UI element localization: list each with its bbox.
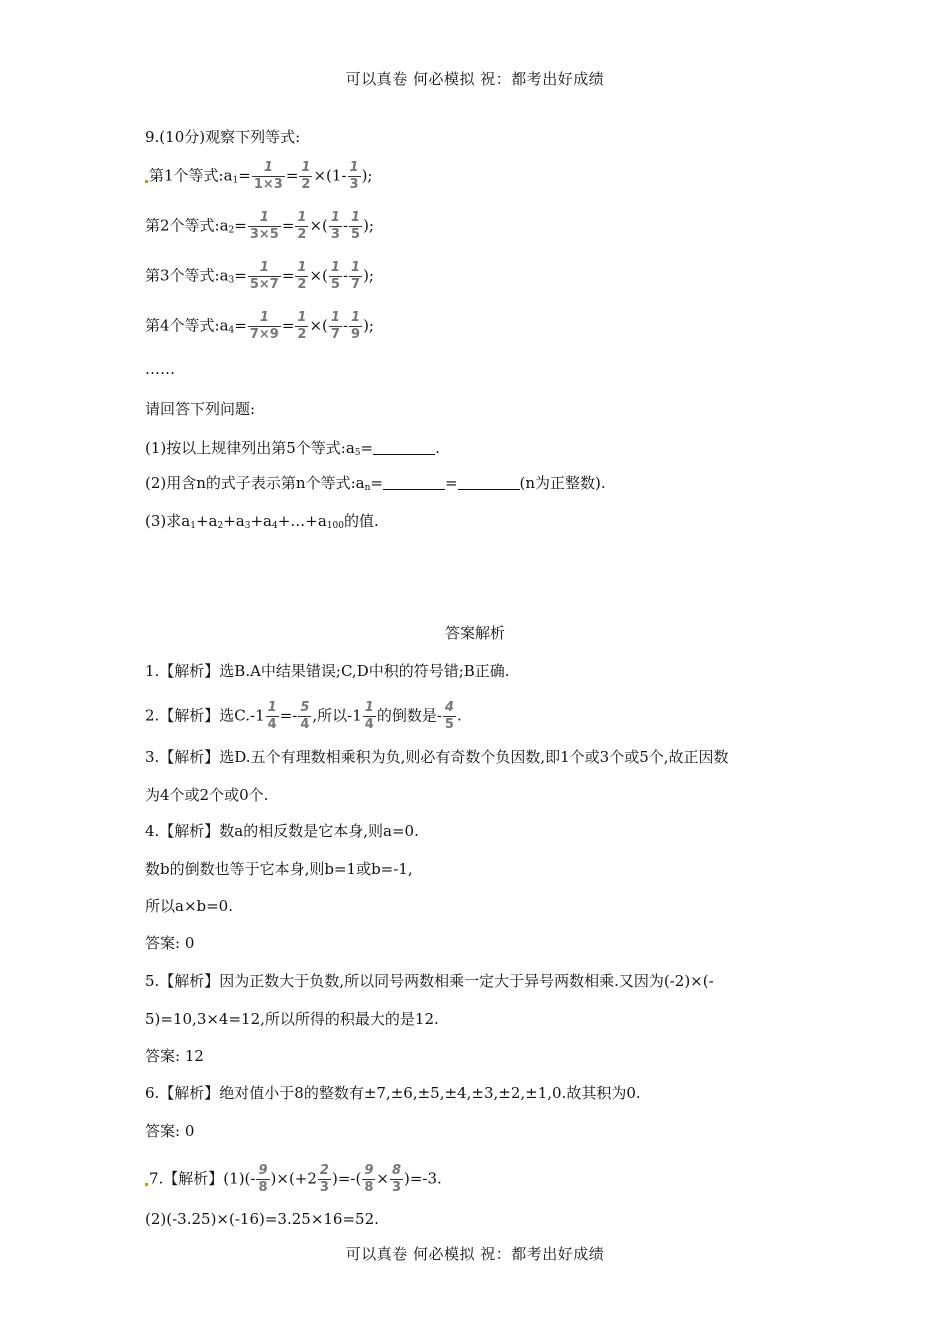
answer-2: 2.【解析】选C.-1 $\frac{1}{4}$ =- $\frac{5}{4}$ ,所以-1 $\frac{1}{4}$ 的倒数是- $\frac{4}{5}$ . bbox=[145, 700, 462, 732]
q9-title: 9.(10分)观察下列等式: bbox=[145, 128, 301, 146]
answer-5-line-2: 5)=10,3×4=12,所以所得的积最大的是12. bbox=[145, 1010, 439, 1028]
fraction: $\frac{1}{5}$ bbox=[330, 260, 340, 292]
fraction: $\frac{1}{4}$ bbox=[364, 700, 374, 732]
mark-dot bbox=[145, 180, 148, 183]
answer-1: 1.【解析】选B.A中结果错误;C,D中积的符号错;B正确. bbox=[145, 662, 510, 680]
page-header: 可以真卷 何必模拟 祝：都考出好成绩 bbox=[345, 70, 605, 88]
fraction: $\frac{9}{8}$ bbox=[258, 1163, 268, 1195]
ellipsis: …… bbox=[145, 360, 175, 378]
equation-4: 第4个等式$:a_4=$ $\frac{1}{7\times 9}$ = $\frac{1}{2}$ ×( $\frac{1}{7}$ - $\frac{1}{9}$ ); bbox=[145, 310, 374, 342]
answer-blank[interactable] bbox=[383, 475, 445, 490]
fraction: $\frac{1}{7}$ bbox=[330, 310, 340, 342]
answer-4-line-2: 数b的倒数也等于它本身,则b=1或b=-1, bbox=[145, 860, 413, 878]
answer-blank[interactable] bbox=[458, 475, 520, 490]
answer-4-line-3: 所以a×b=0. bbox=[145, 897, 233, 915]
fraction: $\frac{1}{7}$ bbox=[351, 260, 361, 292]
fraction: $\frac{1}{9}$ bbox=[351, 310, 361, 342]
fraction: $\frac{1}{3\times 5}$ bbox=[249, 210, 279, 242]
part-1: (1)按以上规律列出第5个等式$:a_5=$ . bbox=[145, 439, 440, 458]
equation-2: 第2个等式$:a_2=$ $\frac{1}{3\times 5}$ = $\frac{1}{2}$ ×( $\frac{1}{3}$ - $\frac{1}{5}$ ); bbox=[145, 210, 374, 242]
fraction: $\frac{2}{3}$ bbox=[319, 1163, 329, 1195]
fraction: $\frac{1}{5}$ bbox=[351, 210, 361, 242]
fraction: $\frac{5}{4}$ bbox=[300, 700, 310, 732]
fraction: $\frac{4}{5}$ bbox=[444, 700, 454, 732]
answer-4-line-1: 4.【解析】数a的相反数是它本身,则a=0. bbox=[145, 822, 419, 840]
answer-5-line-1: 5.【解析】因为正数大于负数,所以同号两数相乘一定大于异号两数相乘.又因为(-2)×(- bbox=[145, 972, 714, 990]
fraction: $\frac{1}{2}$ bbox=[297, 210, 307, 242]
answer-blank[interactable] bbox=[373, 440, 435, 455]
answer-5-result: 答案: 12 bbox=[145, 1047, 204, 1065]
mark-dot bbox=[145, 1183, 148, 1186]
fraction: $\frac{1}{3}$ bbox=[349, 160, 359, 192]
answer-3-line-2: 为4个或2个或0个. bbox=[145, 786, 269, 804]
answers-title: 答案解析 bbox=[444, 624, 505, 642]
fraction: $\frac{1}{1\times 3}$ bbox=[253, 160, 283, 192]
question-prompt: 请回答下列问题: bbox=[145, 400, 256, 418]
fraction: $\frac{1}{2}$ bbox=[301, 160, 311, 192]
fraction: $\frac{1}{5\times 7}$ bbox=[249, 260, 279, 292]
equation-3: 第3个等式$:a_3=$ $\frac{1}{5\times 7}$ = $\frac{1}{2}$ ×( $\frac{1}{5}$ - $\frac{1}{7}$ ); bbox=[145, 260, 374, 292]
answer-3-line-1: 3.【解析】选D.五个有理数相乘积为负,则必有奇数个负因数,即1个或3个或5个,故正因数 bbox=[145, 748, 729, 766]
equation-1: 第1个等式$:a_1=$ $\frac{1}{1\times 3}$ = $\frac{1}{2}$ ×(1- $\frac{1}{3}$ ); bbox=[145, 160, 372, 193]
fraction: $\frac{9}{8}$ bbox=[364, 1163, 374, 1195]
answer-6-result: 答案: 0 bbox=[145, 1122, 195, 1140]
part-2: (2)用含n的式子表示第n个等式$:a_n= = (n$为正整数). bbox=[145, 474, 606, 493]
fraction: $\frac{1}{2}$ bbox=[297, 310, 307, 342]
page-footer: 可以真卷 何必模拟 祝：都考出好成绩 bbox=[345, 1245, 605, 1263]
fraction: $\frac{1}{4}$ bbox=[267, 700, 277, 732]
fraction: $\frac{1}{7\times 9}$ bbox=[249, 310, 279, 342]
answer-4-result: 答案: 0 bbox=[145, 934, 195, 952]
fraction: $\frac{8}{3}$ bbox=[391, 1163, 401, 1195]
part-3: (3)求$a_1+a_2+a_3+a_4+\dots+a_{100}$的值. bbox=[145, 512, 379, 531]
fraction: $\frac{1}{2}$ bbox=[297, 260, 307, 292]
fraction: $\frac{1}{3}$ bbox=[330, 210, 340, 242]
answer-6-line-1: 6.【解析】绝对值小于8的整数有±7,±6,±5,±4,±3,±2,±1,0.故其积为0. bbox=[145, 1084, 641, 1102]
answer-7-line-1: 7.【解析】(1)(- $\frac{9}{8}$ )×(+2 $\frac{2}{3}$ )=-( $\frac{9}{8}$ × $\frac{8}{3}$ )=-3. bbox=[145, 1163, 442, 1196]
answer-7-line-2: (2)(-3.25)×(-16)=3.25×16=52. bbox=[145, 1210, 379, 1228]
